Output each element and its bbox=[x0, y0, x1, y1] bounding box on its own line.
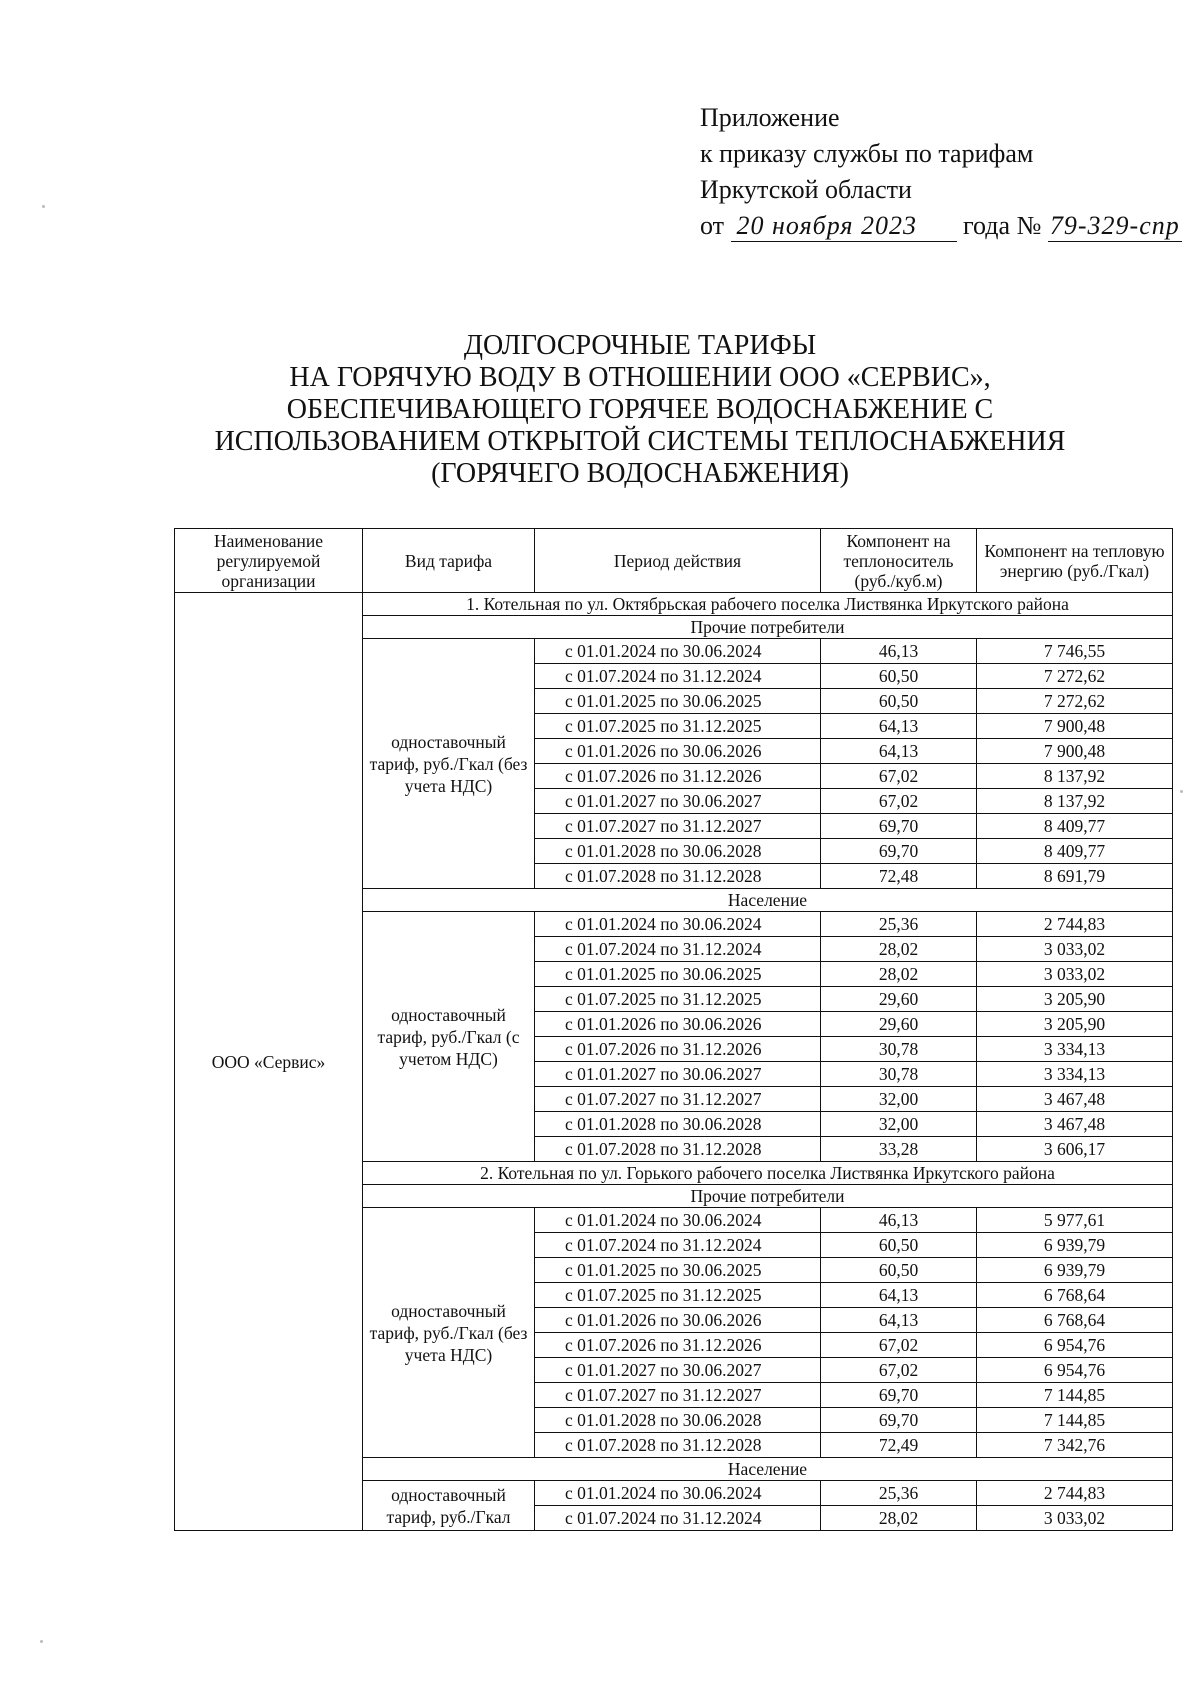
energy-cell: 3 033,02 bbox=[977, 1506, 1173, 1531]
period-cell: с 01.07.2027 по 31.12.2027 bbox=[535, 1087, 821, 1112]
period-cell: с 01.01.2026 по 30.06.2026 bbox=[535, 1308, 821, 1333]
period-cell: с 01.07.2026 по 31.12.2026 bbox=[535, 1333, 821, 1358]
period-cell: с 01.01.2024 по 30.06.2024 bbox=[535, 1208, 821, 1233]
title-line-2: НА ГОРЯЧУЮ ВОДУ В ОТНОШЕНИИ ООО «СЕРВИС», bbox=[289, 362, 991, 393]
period-cell: с 01.07.2024 по 31.12.2024 bbox=[535, 1506, 821, 1531]
carrier-cell: 64,13 bbox=[821, 1283, 977, 1308]
energy-cell: 6 768,64 bbox=[977, 1283, 1173, 1308]
period-cell: с 01.01.2028 по 30.06.2028 bbox=[535, 1112, 821, 1137]
period-cell: с 01.01.2024 по 30.06.2024 bbox=[535, 912, 821, 937]
period-cell: с 01.01.2027 по 30.06.2027 bbox=[535, 1358, 821, 1383]
title-line-1: ДОЛГОСРОЧНЫЕ ТАРИФЫ bbox=[463, 330, 817, 361]
attachment-header bbox=[700, 100, 1182, 244]
carrier-cell: 60,50 bbox=[821, 664, 977, 689]
carrier-cell: 69,70 bbox=[821, 814, 977, 839]
energy-cell: 7 144,85 bbox=[977, 1383, 1173, 1408]
carrier-cell: 29,60 bbox=[821, 1012, 977, 1037]
period-cell: с 01.07.2028 по 31.12.2028 bbox=[535, 864, 821, 889]
energy-cell: 8 409,77 bbox=[977, 839, 1173, 864]
consumer-group-title: Прочие потребители bbox=[363, 616, 1173, 639]
period-cell: с 01.07.2024 по 31.12.2024 bbox=[535, 1233, 821, 1258]
consumer-group-title: Прочие потребители bbox=[363, 1185, 1173, 1208]
carrier-cell: 69,70 bbox=[821, 1408, 977, 1433]
scan-speck bbox=[42, 205, 45, 208]
section-title: 2. Котельная по ул. Горького рабочего поселка Листвянка Иркутского района bbox=[363, 1162, 1173, 1185]
carrier-cell: 64,13 bbox=[821, 739, 977, 764]
period-cell: с 01.01.2025 по 30.06.2025 bbox=[535, 1258, 821, 1283]
period-cell: с 01.07.2028 по 31.12.2028 bbox=[535, 1137, 821, 1162]
carrier-cell: 28,02 bbox=[821, 1506, 977, 1531]
carrier-cell: 67,02 bbox=[821, 764, 977, 789]
handwritten-order-number: 79-329-спр bbox=[1049, 211, 1180, 240]
energy-cell: 3 033,02 bbox=[977, 962, 1173, 987]
carrier-cell: 60,50 bbox=[821, 689, 977, 714]
tariff-type: одноставочный тариф, руб./Гкал (с учетом НДС) bbox=[363, 912, 535, 1162]
carrier-cell: 64,13 bbox=[821, 1308, 977, 1333]
scan-speck bbox=[40, 1640, 43, 1643]
carrier-cell: 25,36 bbox=[821, 1481, 977, 1506]
col-header-energy-component: Компонент на тепловую энергию (руб./Гкал) bbox=[977, 529, 1173, 593]
energy-cell: 3 205,90 bbox=[977, 1012, 1173, 1037]
energy-cell: 5 977,61 bbox=[977, 1208, 1173, 1233]
period-cell: с 01.07.2026 по 31.12.2026 bbox=[535, 1037, 821, 1062]
section-row bbox=[175, 593, 1173, 616]
year-label: года № bbox=[963, 211, 1042, 240]
energy-cell: 3 606,17 bbox=[977, 1137, 1173, 1162]
organization-name: ООО «Сервис» bbox=[175, 593, 363, 1531]
title-line-5: (ГОРЯЧЕГО ВОДОСНАБЖЕНИЯ) bbox=[431, 458, 849, 489]
carrier-cell: 30,78 bbox=[821, 1037, 977, 1062]
carrier-cell: 72,48 bbox=[821, 864, 977, 889]
energy-cell: 7 272,62 bbox=[977, 664, 1173, 689]
period-cell: с 01.07.2025 по 31.12.2025 bbox=[535, 714, 821, 739]
title-line-3: ОБЕСПЕЧИВАЮЩЕГО ГОРЯЧЕЕ ВОДОСНАБЖЕНИЕ С bbox=[286, 394, 994, 425]
document-title bbox=[140, 330, 1140, 490]
energy-cell: 6 768,64 bbox=[977, 1308, 1173, 1333]
energy-cell: 7 746,55 bbox=[977, 639, 1173, 664]
tariff-table bbox=[174, 528, 1173, 1531]
carrier-cell: 33,28 bbox=[821, 1137, 977, 1162]
energy-cell: 3 467,48 bbox=[977, 1112, 1173, 1137]
period-cell: с 01.07.2027 по 31.12.2027 bbox=[535, 1383, 821, 1408]
energy-cell: 6 939,79 bbox=[977, 1258, 1173, 1283]
energy-cell: 3 205,90 bbox=[977, 987, 1173, 1012]
handwritten-date: 20 ноября 2023 bbox=[731, 211, 957, 242]
carrier-cell: 69,70 bbox=[821, 839, 977, 864]
col-header-organization: Наименование регулируемой организации bbox=[175, 529, 363, 593]
energy-cell: 7 272,62 bbox=[977, 689, 1173, 714]
energy-cell: 7 900,48 bbox=[977, 739, 1173, 764]
carrier-cell: 67,02 bbox=[821, 1333, 977, 1358]
carrier-cell: 69,70 bbox=[821, 1383, 977, 1408]
consumer-group-title: Население bbox=[363, 889, 1173, 912]
period-cell: с 01.07.2028 по 31.12.2028 bbox=[535, 1433, 821, 1458]
carrier-cell: 64,13 bbox=[821, 714, 977, 739]
energy-cell: 8 137,92 bbox=[977, 789, 1173, 814]
attachment-line-2: к приказу службы по тарифам bbox=[700, 139, 1034, 168]
period-cell: с 01.07.2025 по 31.12.2025 bbox=[535, 987, 821, 1012]
period-cell: с 01.07.2024 по 31.12.2024 bbox=[535, 664, 821, 689]
carrier-cell: 60,50 bbox=[821, 1258, 977, 1283]
carrier-cell: 28,02 bbox=[821, 962, 977, 987]
attachment-date-line bbox=[700, 208, 1182, 244]
consumer-group-title: Население bbox=[363, 1458, 1173, 1481]
carrier-cell: 30,78 bbox=[821, 1062, 977, 1087]
energy-cell: 8 409,77 bbox=[977, 814, 1173, 839]
period-cell: с 01.07.2024 по 31.12.2024 bbox=[535, 937, 821, 962]
energy-cell: 8 137,92 bbox=[977, 764, 1173, 789]
carrier-cell: 67,02 bbox=[821, 1358, 977, 1383]
energy-cell: 3 334,13 bbox=[977, 1062, 1173, 1087]
col-header-carrier-component: Компонент на теплоноситель (руб./куб.м) bbox=[821, 529, 977, 593]
energy-cell: 3 033,02 bbox=[977, 937, 1173, 962]
col-header-period: Период действия bbox=[535, 529, 821, 593]
carrier-cell: 29,60 bbox=[821, 987, 977, 1012]
carrier-cell: 67,02 bbox=[821, 789, 977, 814]
period-cell: с 01.01.2027 по 30.06.2027 bbox=[535, 1062, 821, 1087]
period-cell: с 01.01.2028 по 30.06.2028 bbox=[535, 1408, 821, 1433]
carrier-cell: 28,02 bbox=[821, 937, 977, 962]
carrier-cell: 46,13 bbox=[821, 1208, 977, 1233]
period-cell: с 01.01.2028 по 30.06.2028 bbox=[535, 839, 821, 864]
energy-cell: 7 144,85 bbox=[977, 1408, 1173, 1433]
carrier-cell: 46,13 bbox=[821, 639, 977, 664]
energy-cell: 6 954,76 bbox=[977, 1358, 1173, 1383]
attachment-line-1: Приложение bbox=[700, 103, 840, 132]
tariff-type: одноставочный тариф, руб./Гкал (без учета НДС) bbox=[363, 1208, 535, 1458]
carrier-cell: 32,00 bbox=[821, 1112, 977, 1137]
carrier-cell: 60,50 bbox=[821, 1233, 977, 1258]
period-cell: с 01.01.2026 по 30.06.2026 bbox=[535, 1012, 821, 1037]
period-cell: с 01.01.2026 по 30.06.2026 bbox=[535, 739, 821, 764]
tariff-type: одноставочный тариф, руб./Гкал bbox=[363, 1481, 535, 1531]
period-cell: с 01.01.2024 по 30.06.2024 bbox=[535, 639, 821, 664]
carrier-cell: 25,36 bbox=[821, 912, 977, 937]
period-cell: с 01.01.2024 по 30.06.2024 bbox=[535, 1481, 821, 1506]
period-cell: с 01.07.2027 по 31.12.2027 bbox=[535, 814, 821, 839]
period-cell: с 01.07.2026 по 31.12.2026 bbox=[535, 764, 821, 789]
energy-cell: 3 467,48 bbox=[977, 1087, 1173, 1112]
energy-cell: 6 954,76 bbox=[977, 1333, 1173, 1358]
period-cell: с 01.01.2025 по 30.06.2025 bbox=[535, 689, 821, 714]
attachment-line-3: Иркутской области bbox=[700, 175, 912, 204]
period-cell: с 01.01.2027 по 30.06.2027 bbox=[535, 789, 821, 814]
table-header-row bbox=[175, 529, 1173, 593]
energy-cell: 6 939,79 bbox=[977, 1233, 1173, 1258]
period-cell: с 01.01.2025 по 30.06.2025 bbox=[535, 962, 821, 987]
energy-cell: 7 342,76 bbox=[977, 1433, 1173, 1458]
title-line-4: ИСПОЛЬЗОВАНИЕМ ОТКРЫТОЙ СИСТЕМЫ ТЕПЛОСНАБЖЕНИЯ bbox=[214, 426, 1066, 457]
energy-cell: 3 334,13 bbox=[977, 1037, 1173, 1062]
date-prefix: от bbox=[700, 211, 725, 240]
scan-speck bbox=[1180, 790, 1183, 793]
energy-cell: 8 691,79 bbox=[977, 864, 1173, 889]
period-cell: с 01.07.2025 по 31.12.2025 bbox=[535, 1283, 821, 1308]
section-title: 1. Котельная по ул. Октябрьская рабочего поселка Листвянка Иркутского района bbox=[363, 593, 1173, 616]
energy-cell: 7 900,48 bbox=[977, 714, 1173, 739]
carrier-cell: 32,00 bbox=[821, 1087, 977, 1112]
carrier-cell: 72,49 bbox=[821, 1433, 977, 1458]
energy-cell: 2 744,83 bbox=[977, 1481, 1173, 1506]
energy-cell: 2 744,83 bbox=[977, 912, 1173, 937]
col-header-tariff-type: Вид тарифа bbox=[363, 529, 535, 593]
tariff-type: одноставочный тариф, руб./Гкал (без учета НДС) bbox=[363, 639, 535, 889]
